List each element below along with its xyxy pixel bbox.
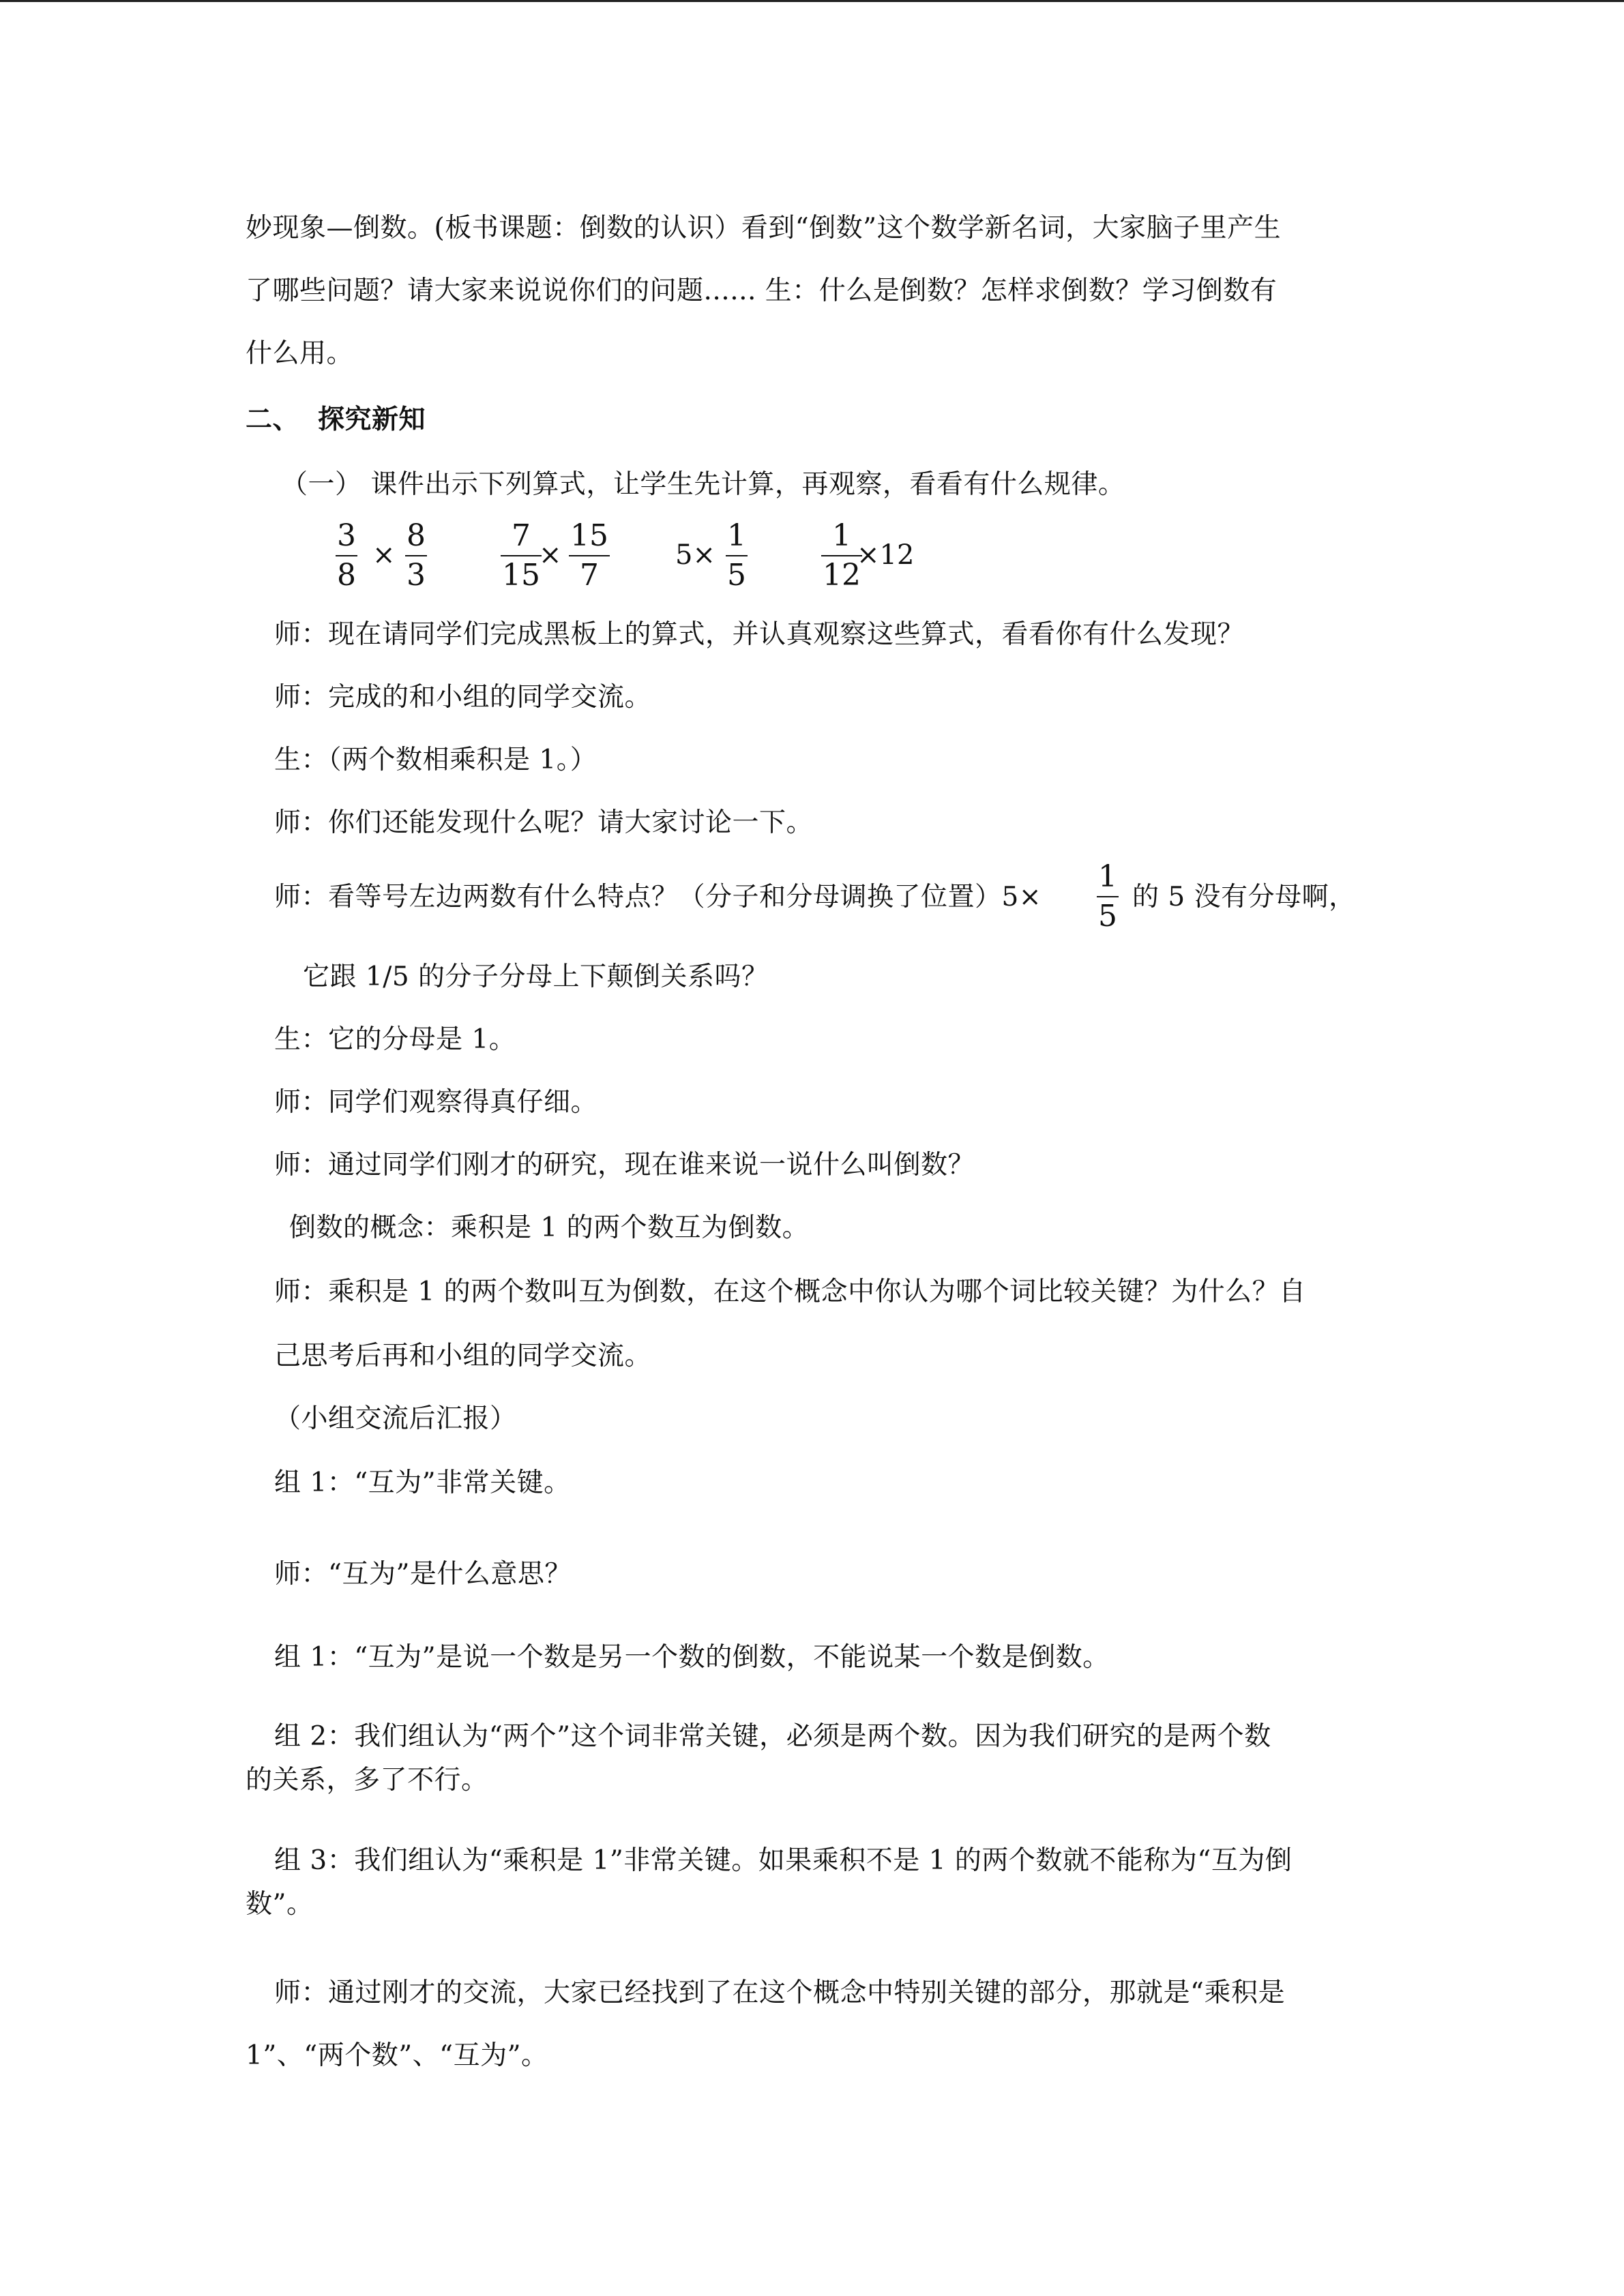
times-operator: × — [372, 539, 396, 571]
denominator: 7 — [580, 558, 599, 593]
dialog-line-17: 组 2：我们组认为“两个”这个词非常关键，必须是两个数。因为我们研究的是两个数 — [274, 1721, 1271, 1752]
fraction-15-7 — [569, 520, 610, 592]
fraction-7-15 — [501, 520, 542, 592]
dialog-line-7: 生：它的分母是 1。 — [274, 1024, 516, 1055]
numerator: 1 — [727, 518, 746, 553]
dialog-line-22: 1”、“两个数”、“互为”。 — [246, 2040, 548, 2071]
dialog-line-20: 数”。 — [246, 1889, 314, 1920]
numerator: 8 — [407, 518, 426, 553]
denominator: 15 — [502, 558, 540, 593]
dialog-line-13: （小组交流后汇报） — [274, 1403, 517, 1434]
numerator: 1 — [1098, 859, 1117, 894]
denominator: 12 — [823, 558, 861, 593]
paragraph-line-3: 什么用。 — [246, 338, 354, 369]
dialog-line-5-tail: 的 5 没有分母啊， — [1132, 882, 1356, 912]
denominator: 3 — [407, 558, 426, 593]
times-twelve: ×12 — [857, 539, 915, 571]
fraction-1-5 — [726, 520, 748, 592]
dialog-line-12: 己思考后再和小组的同学交流。 — [274, 1341, 652, 1371]
fraction-3-8 — [336, 520, 357, 592]
page-top-border — [0, 0, 1624, 2]
concept-definition: 倒数的概念：乘积是 1 的两个数互为倒数。 — [289, 1212, 810, 1243]
dialog-line-14: 组 1：“互为”非常关键。 — [274, 1467, 571, 1498]
subsection-heading: （一） 课件出示下列算式，让学生先计算，再观察，看看有什么规律。 — [281, 469, 1125, 500]
dialog-line-21: 师：通过刚才的交流，大家已经找到了在这个概念中特别关键的部分，那就是“乘积是 — [274, 1978, 1285, 2008]
denominator: 5 — [727, 558, 746, 593]
denominator: 8 — [337, 558, 356, 593]
dialog-line-2: 师：完成的和小组的同学交流。 — [274, 682, 652, 713]
paragraph-line-1: 妙现象—倒数。(板书课题：倒数的认识）看到“倒数”这个数学新名词，大家脑子里产生 — [246, 213, 1282, 243]
dialog-line-3: 生：（两个数相乘积是 1。） — [274, 745, 597, 775]
paragraph-line-2: 了哪些问题？请大家来说说你们的问题...... 生：什么是倒数？怎样求倒数？学习倒数有 — [246, 275, 1278, 306]
dialog-line-5-text: 师：看等号左边两数有什么特点？（分子和分母调换了位置）5× — [274, 882, 1042, 912]
dialog-line-1: 师：现在请同学们完成黑板上的算式，并认真观察这些算式，看看你有什么发现？ — [274, 619, 1245, 650]
section-title: 探究新知 — [318, 404, 426, 435]
numerator: 1 — [832, 518, 851, 553]
dialog-line-19: 组 3：我们组认为“乘积是 1”非常关键。如果乘积不是 1 的两个数就不能称为“互为倒 — [274, 1845, 1293, 1876]
dialog-line-4: 师：你们还能发现什么呢？请大家讨论一下。 — [274, 807, 814, 838]
dialog-line-6: 它跟 1/5 的分子分母上下颠倒关系吗？ — [303, 961, 769, 992]
numerator: 7 — [512, 518, 531, 553]
numerator: 15 — [570, 518, 608, 553]
section-number: 二、 — [246, 404, 300, 435]
times-operator: × — [539, 539, 562, 571]
inline-fraction-1-5 — [1097, 861, 1119, 933]
dialog-line-11: 师：乘积是 1 的两个数叫互为倒数，在这个概念中你认为哪个词比较关键？为什么？自 — [274, 1277, 1306, 1307]
denominator: 5 — [1098, 899, 1117, 934]
dialog-line-9: 师：通过同学们刚才的研究，现在谁来说一说什么叫倒数？ — [274, 1150, 975, 1180]
fraction-1-12 — [821, 520, 862, 592]
five-times: 5× — [675, 539, 715, 571]
fraction-8-3 — [405, 520, 427, 592]
dialog-line-8: 师：同学们观察得真仔细。 — [274, 1087, 598, 1118]
dialog-line-18: 的关系，多了不行。 — [246, 1765, 488, 1795]
dialog-line-16: 组 1：“互为”是说一个数是另一个数的倒数，不能说某一个数是倒数。 — [274, 1642, 1110, 1673]
dialog-line-15: 师：“互为”是什么意思？ — [274, 1559, 572, 1590]
numerator: 3 — [337, 518, 356, 553]
